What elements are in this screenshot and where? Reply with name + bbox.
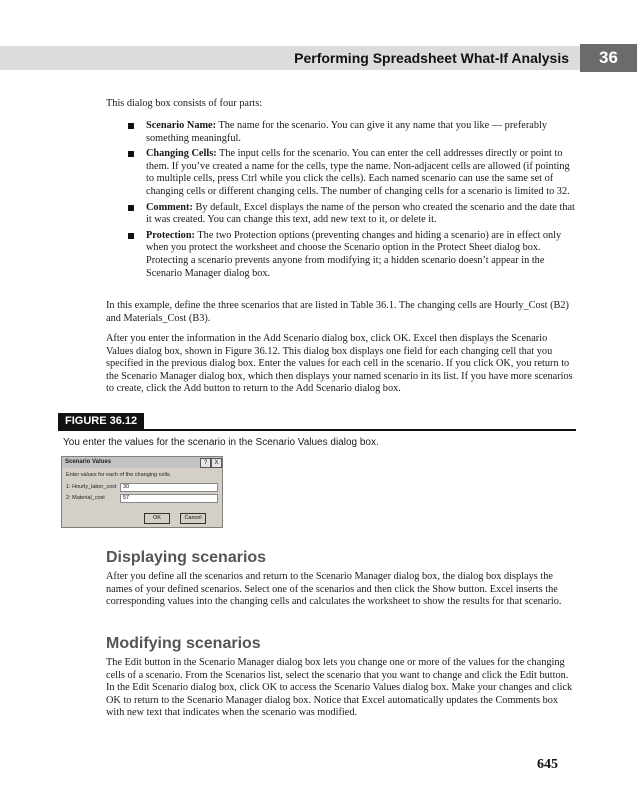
section-text-modifying: The Edit button in the Scenario Manager dialog box lets you change one or more of the values for the changing cells of a scenario. From the Scenarios list, select the scenario that you want to change and click the Edit button. In the Edit Scenario dialog box, click OK to access the Scenario Values dialog box. Make your changes and click OK to return to the Scenario Manager dialog box. Notice that Excel automatically updates the Comments box with new text that indicates when the scenario was modified. — [106, 657, 573, 719]
list-item — [126, 230, 576, 280]
hourly-labor-cost-input[interactable]: 30 — [120, 483, 218, 492]
list-item-text: By default, Excel displays the name of the person who created the scenario and the date that it was created. You can change this text, add new text to it, or delete it. — [146, 201, 575, 226]
section-heading-modifying: Modifying scenarios — [106, 635, 261, 652]
bullet-square-icon — [128, 151, 134, 157]
instructions-paragraph: After you enter the information in the Add Scenario dialog box, click OK. Excel then displays the Scenario Values dialog box, shown in Figure 36.12. This dialog box displays one field for each changing cell that you specified in the previous dialog box. Enter the values for each cell in the scenario. If you click OK, you return to the Scenario Manager dialog box, which then displays your named scenario in its list. If you have more scenarios to create, click the Add button to return to the Add Scenario dialog box. — [106, 333, 573, 395]
intro-paragraph: This dialog box consists of four parts: — [106, 98, 263, 109]
list-item-text: The input cells for the scenario. You can enter the cell addresses directly or point to them. If you’ve created a name for the cells, type the name. Non-adjacent cells are allowed (if pointing to multiple cells, press Ctrl while you click the cells). Each named scenario can use the same set of changing cells or different changing cells. The number of changing cells for a scenario is limited to 32. — [146, 148, 570, 197]
changing-cell-label: 2: Material_cost — [66, 495, 105, 501]
material-cost-input[interactable]: 57 — [120, 494, 218, 503]
bullet-square-icon — [128, 233, 134, 239]
list-item-term: Comment: — [146, 201, 193, 213]
list-item-term: Scenario Name: — [146, 120, 217, 131]
dialog-title: Scenario Values — [65, 459, 112, 465]
figure-caption: You enter the values for the scenario in the Scenario Values dialog box. — [63, 437, 379, 448]
bullet-square-icon — [128, 205, 134, 211]
ok-button[interactable]: OK — [144, 513, 170, 524]
changing-cell-row — [66, 483, 216, 491]
list-item-text: The name for the scenario. You can give it any name that you like — preferably something meaningful. — [146, 120, 547, 144]
list-item — [126, 202, 576, 227]
running-header-title: Performing Spreadsheet What-If Analysis — [294, 50, 569, 66]
dialog-prompt: Enter values for each of the changing cells. — [66, 472, 172, 478]
changing-cell-row — [66, 494, 216, 502]
section-heading-displaying: Displaying scenarios — [106, 549, 267, 566]
list-item — [126, 148, 576, 198]
changing-cell-label: 1: Hourly_labor_cost — [66, 484, 117, 490]
chapter-number-tab: 36 — [580, 44, 637, 72]
section-text-displaying: After you define all the scenarios and return to the Scenario Manager dialog box, the dialog box displays the names of your defined scenarios. Select one of the scenarios and then click the Show button. Excel inserts the corresponding values into the changing cells and calculates the worksheet to show the results for that scenario. — [106, 571, 562, 608]
scenario-values-dialog — [61, 456, 223, 528]
help-icon[interactable]: ? — [200, 458, 211, 468]
list-item — [126, 120, 576, 145]
list-item-term: Changing Cells: — [146, 148, 217, 160]
dialog-title-bar — [62, 457, 222, 468]
bullet-square-icon — [128, 123, 134, 129]
cancel-button[interactable]: Cancel — [180, 513, 206, 524]
page-number: 645 — [537, 757, 558, 772]
list-item-text: The two Protection options (preventing changes and hiding a scenario) are in effect only when you protect the worksheet and choose the Scenario option in the Protect Sheet dialog box. Protecting a scenario prevents anyone from modifying it; a hidden scenario doesn’t appear in the Scenario Manager dialog box. — [146, 229, 562, 279]
figure-label: FIGURE 36.12 — [58, 413, 144, 429]
close-icon[interactable]: X — [211, 458, 222, 468]
figure-rule — [58, 429, 576, 431]
parts-list — [126, 120, 576, 283]
list-item-term: Protection: — [146, 229, 195, 241]
example-paragraph: In this example, define the three scenarios that are listed in Table 36.1. The changing cells are Hourly_Cost (B2) and Materials_Cost (B3). — [106, 300, 569, 324]
